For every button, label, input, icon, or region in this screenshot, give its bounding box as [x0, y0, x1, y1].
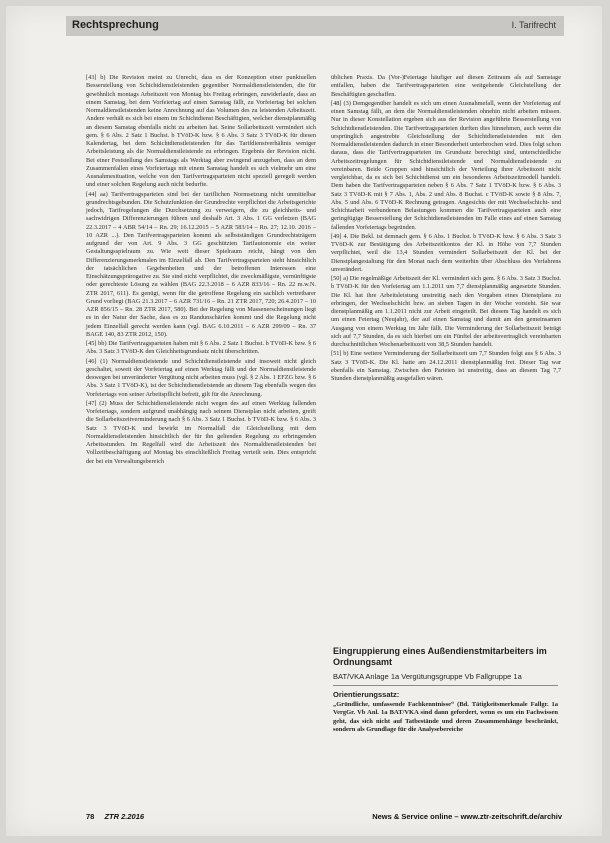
paragraph: [45] bb) Die Tarifvertragsparteien haben mit § 6 Abs. 2 Satz 1 Buchst. b TVöD-K bzw. § 6 Abs. 3 Satz 3 TVöD-K den Gleichheitsgrundsatz nicht überschritten. [86, 340, 316, 356]
guideline-text: „Gründliche, umfassende Fachkenntnisse“ (Bd. Tätigkeitsmerkmale Fallgr. 1a VergGr. Vb Anl. 1a BAT/VKA sind dann gefordert, wenn es um ein Fachwissen geht, das sich nicht auf Tatbestände und deren Zusammenhänge beschränkt, sondern als Grundlage für die Analysebereiche [333, 701, 558, 733]
section-category: I. Tarifrecht [511, 20, 556, 30]
right-column [331, 74, 561, 384]
paragraph: [44] aa) Tarifvertragsparteien sind bei der tariflichen Normsetzung nicht unmittelbar grundrechtsgebunden. Die Schutzfunktion der Grundrechte verpflichtet die Arbeitsgerichte jedoch, Tarifregelungen die Durchsetzung zu verweigern, die zu gleichheits- und sachwidrigen Differenzierungen führen und deshalb Art. 3 Abs. 1 GG verletzen (BAG 22.3.2017 – 4 ABR 54/14 – Rn. 29; 16.12.2015 – 5 AZR 583/14 – Rn. 27; 12.10. 2016 – 10 AZR ...). Den Tarifvertragsparteien kommt als selbstständigen Grundrechtsträgern aufgrund der von Art. 9 Abs. 3 GG geschützten Tarifautonomie ein weiter Gestaltungsspielraum zu. Wie weit dieser Spielraum reicht, hängt von den Differenzierungsmerkmalen im Einzelfall ab. Den Tarifvertragsparteien steht hinsichtlich der tatsächlichen Gegebenheiten und der betroffenen Interessen eine Einschätzungsprärogative zu. Sie sind nicht verpflichtet, die zweckmäßigste, vernünftigste oder gerechteste Lösung zu wählen (BAG 22.3.2018 – 6 AZR 833/16 – Rn. 22 m.w.N. ZTR 2017, 611). Es genügt, wenn für die getroffene Regelung ein sachlich vertretbarer Grund vorliegt (BAG 21.3.2017 – 6 AZR 731/16 – Rn. 21 ZTR 2017, 720; 26.4.2017 – 10 AZR 856/15 – Rn. 28 ZTR 2017, 580). Bei der Regelung von Massenerscheinungen liegt es in der Natur der Sache, dass es zu Randunschärfen kommt und die Regelung nicht jedem Einzelfall gerecht werden kann (vgl. BAG 6.10.2011 – 6 AZR 299/09 – Rn. 37 BAGE 140, 83 ZTR 2012, 150). [86, 190, 316, 338]
paragraph: [46] (1) Normaldienstleistende und Schichtdienstleistende sind insoweit nicht gleich geschaltet, soweit der Vorfeiertag auf einen Werktag fällt und der Normaldienstleistende deswegen bei unveränderter Vergütung nicht arbeiten muss (vgl. § 2 Abs. 1 EFZG bzw. § 6 Abs. 3 Satz 1 TVöD-K), ist der Schichtdienstleistende an diesem Tag ebenfalls wegen des Vorfeiertags von seiner Arbeitspflicht befreit, gilt für die Anrechnung. [86, 357, 316, 398]
paragraph: [50] a) Die regelmäßige Arbeitszeit der Kl. vermindert sich gem. § 6 Abs. 3 Satz 3 Buchst. b TVöD-K für den Vorfeiertag am 1.1.2011 um 7,7 dienstplanmäßig angesetzte Stunden. Die Kl. hat ihre Arbeitsleistung unstreitig nach den Vorgaben eines Dienstplans zu erbringen, der Wechselschicht bzw. an sieben Tagen in der Woche vorsieht. Sie war dienstplanmäßig am 1.1.2011 nicht zur Arbeit eingeteilt. Bei diesem Tag handelt es sich um einen Feiertag (Neujahr), der auf einen Samstag und damit am den gemeinsamen Ausgang von einem Werktag im Jahr fällt. Die Verminderung der Sollarbeitszeit beträgt sich auf 7,7 Stunden, da es sich hierbei um ein Fünftel der arbeitsvertraglich vereinbarten durchschnittlichen Wochenarbeitszeit von 38,5 Stunden handelt. [331, 275, 561, 348]
guideline-label: Orientierungssatz: [333, 690, 400, 699]
page-number: 78 [86, 812, 95, 821]
case-summary-box [333, 646, 558, 734]
paragraph: [49] 4. Die Bekl. ist demnach gem. § 6 Abs. 1 Buchst. b TVöD-K bzw. § 6 Abs. 3 Satz 3 TVöD-K zur Bestätigung des Arbeitszeitkontos der Kl. in Höhe von 7,7 Stunden verpflichtet, weil die 13,4 Stunden vermindert Sollarbeitszeit der Kl. bei der Dienstplangestaltung für den Monat nach dem weiterhin über Abschluss des Verfahrens unverändert. [331, 232, 561, 273]
paragraph: [48] (3) Demgegenüber handelt es sich um einen Ausnahmefall, wenn der Vorfeiertag auf einen Samstag fällt, an dem die Normaldienstleistenden ohnehin nicht arbeiten müssen. Nur in dieser Konstellation ergeben sich aus der Revision angeführte Besserstellung von Schichtdienstleistenden. Die Tarifvertragsparteien durften dies hinnehmen, auch wenn die ursprünglich angestrebte Gleichstellung der Schichtdienstleistenden mit den Normaldienstleistenden dadurch in einer Besonderheit unterbrochen wird. Dies folgt schon daraus, dass die Tarifvertragsparteien im Grundsatz berechtigt sind, unterschiedliche Arbeitszeitregelungen für Schichtdienstleistende und Normaldienstleistende zu vereinbaren. Beide Gruppen sind hinsichtlich der Verteilung ihrer Arbeitszeit nicht vergleichbar, da es sich bei Schichtdienst um ein besonderes Arbeitszeitmodell handelt. Dem haben die Tarifvertragsparteien neben § 6 Abs. 7 Satz 1 TVöD-K bzw. § 6 Abs. 3 Satz 3 TVöD-K mit § 7 Abs. 1, Abs. 2 und Abs. 8 Buchst. c TVöD-K sowie § 8 Abs. 7, Abs. 5 und Abs. 6 TVöD-K Rechnung getragen. Angesichts der mit Wechselschicht- und Schichtarbeit verbundenen Belastungen kommen die Tarifvertragsparteien auch eine geringfügige Besserstellung der Schichtdienstleistenden im Falle eines auf einen Samstag fallenden Vorfeiertags begründen. [331, 99, 561, 231]
paragraph: [43] b) Die Revision meint zu Unrecht, dass es der Konzeption einer punktuellen Besserstellung von Schichtdienstleistenden gegenüber Normaldienstleistenden, die für gewöhnlich montags Arbeitszeit von Montag bis Freitag erbringen, zuwiderlaufe, dass an einem Samstag, bei dem Vorfeiertag auf einen Samstag fällt, zu Vorfeiertag bei solchen Normaldienstleistenden keine Anrechnung auf das Volumen des zu leistenden Arbeitszeit. Andere verhält es sich bei einem im Schichtdienst Beschäftigten, welcher dienstplanmäßig an diesem Samstag ebenfalls nicht zu arbeiten hat. Seine Sollarbeitszeit vermindert sich gem. § 6 Abs. 2 Satz 1 Buchst. b TVöD-K bzw. § 6 Abs. 3 Satz 3 TVöD-K für diesen Kalendertag, bei dem Schichtdienstleistenden für das Tarifdienstverhältnis weniger Arbeitsleistung als die Normaldienstleistende zu erbringen. Ergebnis der Revision nicht. Bei einer Feststellung des Samstags als Werktag aber zwingend anzugeben, dass an dem Zusammenfallen eines Vorfeiertags mit einem Samstag handelt es sich vielmehr um eine Ausnahmesituation, welche von den Tarifvertragsparteien nicht speziell geregelt werden und einer solchen Regelung auch nicht bedurfte. [86, 74, 316, 189]
case-subtitle: BAT/VKA Anlage 1a Vergütungsgruppe Vb Fallgruppe 1a [333, 672, 522, 681]
footer-link[interactable]: News & Service online – www.ztr-zeitschrift.de/archiv [372, 812, 562, 821]
document-page [6, 6, 602, 836]
case-title: Eingruppierung eines Außendienstmitarbeiters im Ordnungsamt [333, 646, 547, 667]
left-column [86, 74, 316, 467]
paragraph: [51] b) Eine weitere Verminderung der Sollarbeitszeit um 7,7 Stunden folgt aus § 6 Abs. 3 Satz 3 TVöD-K. Die Kl. hatte am 24.12.2011 dienstplanmäßig frei. Dieser Tag war ebenfalls ein Samstag. Zwischen den Parteien ist unstreitig, dass an diesem Tag 7,7 Stunden dienstplanmäßig ausgefallen wären. [331, 350, 561, 382]
divider [333, 685, 558, 686]
paragraph: üblichen Praxis. Da (Vor-)Feiertage häufiger auf diesen Zeitraum als auf Samstage entfallen, haben die Tarifvertragsparteien eine weitgehende Gleichstellung der Beschäftigten geschaffen. [331, 74, 561, 98]
section-title: Rechtsprechung [72, 19, 159, 31]
footer-left [86, 812, 144, 821]
paragraph: [47] (2) Muss der Schichtdienstleistende nicht wegen des auf einen Werktag fallenden Vorfeiertags, sondern aufgrund unabhängig nach seinem Dienstplan nicht arbeiten, greift die Sollarbeitszeitverminderung nach § 6 Abs. 3 Satz 1 Buchst. b TVöD-K bzw. § 6 Abs. 3 Satz 3 TVöD-K und bewirkt im Normalfall die Gleichstellung mit dem Normaldienstleistenden hinsichtlich der für ihn geltenden Regelung zu erbringenden Arbeitsstunden. Im Regelfall wird die Arbeitszeit des Normaldienstleistenden bei Vollzeitbeschäftigung auf Montag bis einschließlich Freitag verteilt sein. Dies entspricht der bei ein Verwaltungsbereich [86, 399, 316, 465]
journal-issue: ZTR 2.2016 [104, 812, 145, 821]
page-header [66, 16, 564, 36]
